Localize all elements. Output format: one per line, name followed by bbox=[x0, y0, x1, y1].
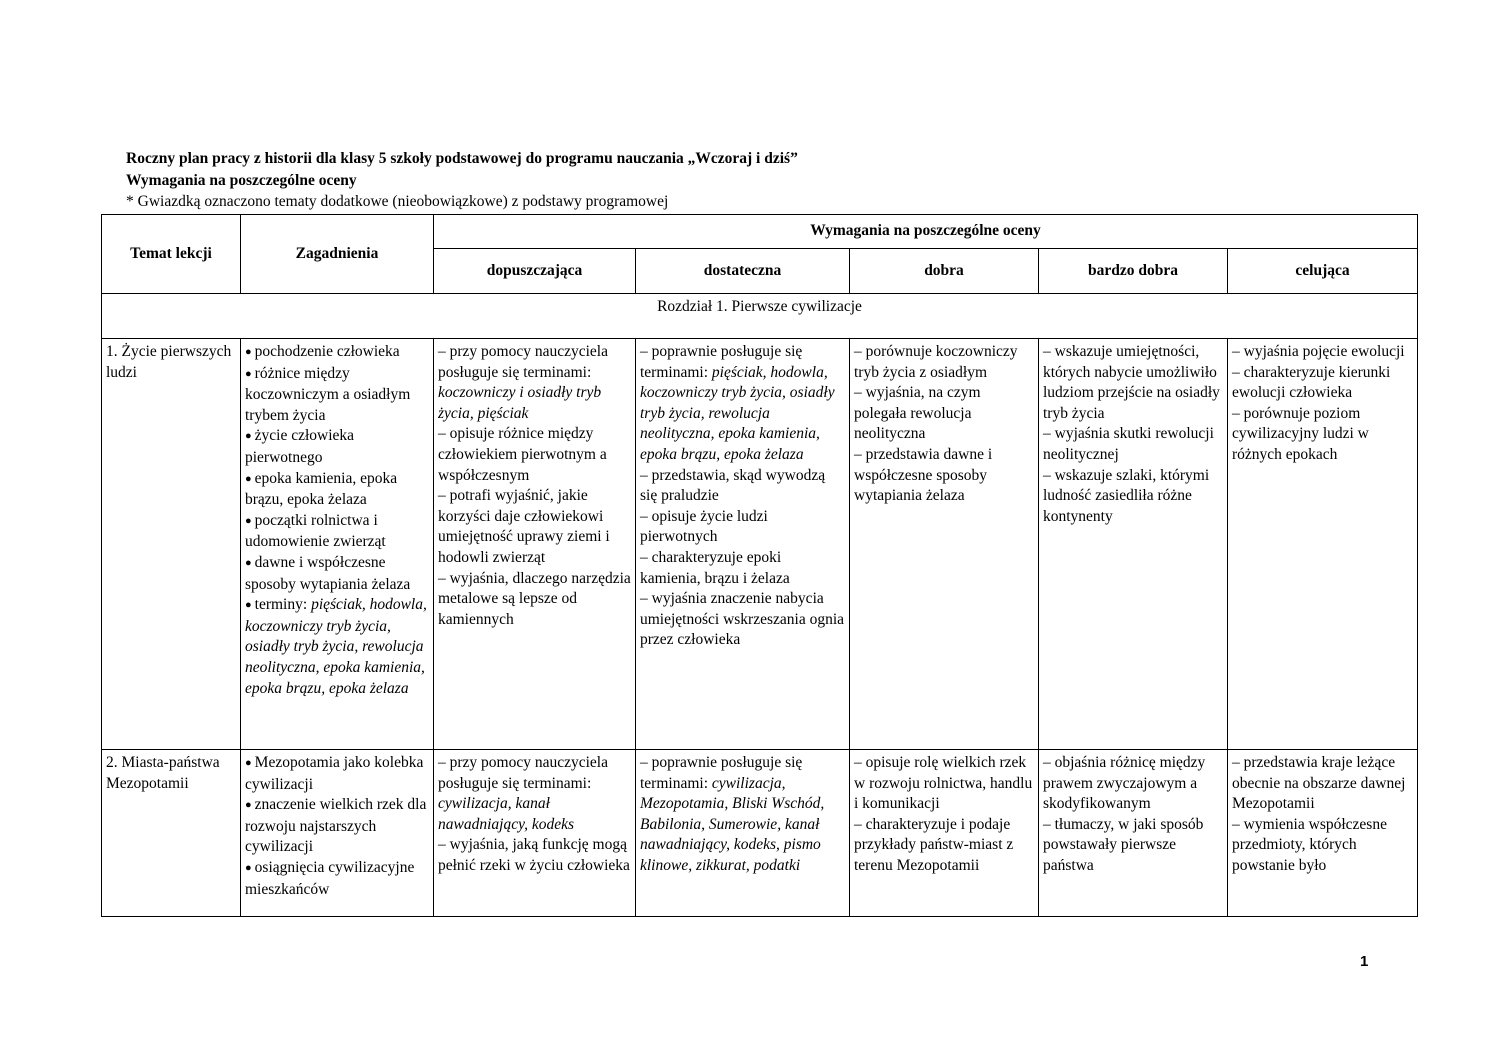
grade-dobra-cell: – porównuje koczowniczy tryb życia z osiadłym – wyjaśnia, na czym polegała rewolucja neolityczna – przedstawia dawne i współczesne sposoby wytapiania żelaza bbox=[850, 339, 1039, 750]
document-note: * Gwiazdką oznaczono tematy dodatkowe (nieobowiązkowe) z podstawy programowej bbox=[126, 193, 669, 210]
issue-item: ● początki rolnictwa i udomowienie zwierząt bbox=[245, 511, 386, 551]
header-temat: Temat lekcji bbox=[102, 215, 241, 294]
bullet-icon: ● bbox=[245, 799, 252, 812]
issues-cell bbox=[241, 339, 434, 750]
header-grade-bardzo-dobra: bardzo dobra bbox=[1039, 249, 1228, 294]
grade-celujaca-cell: – przedstawia kraje leżące obecnie na obszarze dawnej Mezopotamii – wymienia współczesne przedmioty, których powstanie było bbox=[1228, 750, 1418, 917]
grade-dopuszczajaca-cell: – przy pomocy nauczyciela posługuje się terminami: koczowniczy i osiadły tryb życia, pięściak – opisuje różnice między człowiekiem pierwotnym a współczesnym – potrafi wyjaśnić, jakie korzyści daje człowiekowi umiejętność uprawy ziemi i hodowli zwierząt – wyjaśnia, dlaczego narzędzia metalowe są lepsze od kamiennych bbox=[434, 339, 636, 750]
issue-item: ● terminy: pięściak, hodowla, koczowniczy tryb życia, osiadły tryb życia, rewolucja neolityczna, epoka kamienia, epoka brązu, epoka żelaza bbox=[245, 596, 427, 697]
lesson-topic: 1. Życie pierwszych ludzi bbox=[102, 339, 241, 750]
bullet-icon: ● bbox=[245, 430, 252, 443]
table-row bbox=[102, 339, 1418, 750]
chapter-heading: Rozdział 1. Pierwsze cywilizacje bbox=[102, 294, 1418, 339]
issue-item: ● pochodzenie człowieka bbox=[245, 343, 400, 360]
grade-dostateczna-cell: – poprawnie posługuje się terminami: pięściak, hodowla, koczowniczy tryb życia, osiadły tryb życia, rewolucja neolityczna, epoka kamienia, epoka brązu, epoka żelaza – przedstawia, skąd wywodzą się praludzie – opisuje życie ludzi pierwotnych – charakteryzuje epoki kamienia, brązu i żelaza – wyjaśnia znaczenie nabycia umiejętności wskrzeszania ognia przez człowieka bbox=[636, 339, 850, 750]
issue-item: ● dawne i współczesne sposoby wytapiania żelaza bbox=[245, 553, 411, 593]
header-grade-dobra: dobra bbox=[850, 249, 1039, 294]
issue-item: ● znaczenie wielkich rzek dla rozwoju najstarszych cywilizacji bbox=[245, 796, 427, 856]
document-subtitle: Wymagania na poszczególne oceny bbox=[126, 171, 357, 189]
bullet-icon: ● bbox=[245, 367, 252, 380]
issue-item: ● życie człowieka pierwotnego bbox=[245, 427, 355, 466]
bullet-icon: ● bbox=[245, 757, 252, 769]
grade-celujaca-cell: – wyjaśnia pojęcie ewolucji – charakteryzuje kierunki ewolucji człowieka – porównuje poziom cywilizacyjny ludzi w różnych epokach bbox=[1228, 339, 1418, 750]
issue-item: ● epoka kamienia, epoka brązu, epoka żelaza bbox=[245, 469, 398, 509]
bullet-icon: ● bbox=[245, 346, 252, 358]
bullet-icon: ● bbox=[245, 861, 252, 874]
grade-dobra-cell: – opisuje rolę wielkich rzek w rozwoju rolnictwa, handlu i komunikacji – charakteryzuje i podaje przykłady państw-miast z terenu Mezopotamii bbox=[850, 750, 1039, 917]
issue-item: ● osiągnięcia cywilizacyjne mieszkańców bbox=[245, 858, 415, 898]
bullet-icon: ● bbox=[245, 556, 252, 569]
table-row bbox=[102, 750, 1418, 917]
header-grade-dostateczna: dostateczna bbox=[636, 249, 850, 294]
grade-dostateczna-cell: – poprawnie posługuje się terminami: cywilizacja, Mezopotamia, Bliski Wschód, Babilonia, Sumerowie, kanał nawadniający, kodeks, pismo klinowe, zikkurat, podatki bbox=[636, 750, 850, 917]
grade-bardzo-dobra-cell: – objaśnia różnicę między prawem zwyczajowym a skodyfikowanym – tłumaczy, w jaki sposób powstawały pierwsze państwa bbox=[1039, 750, 1228, 917]
issue-item: ● Mezopotamia jako kolebka cywilizacji bbox=[245, 754, 424, 793]
header-zagadnienia: Zagadnienia bbox=[241, 215, 434, 294]
document-header bbox=[126, 148, 798, 213]
bullet-icon: ● bbox=[245, 472, 252, 485]
header-grade-celujaca: celująca bbox=[1228, 249, 1418, 294]
grade-bardzo-dobra-cell: – wskazuje umiejętności, których nabycie umożliwiło ludziom przejście na osiadły tryb życia – wyjaśnia skutki rewolucji neolitycznej – wskazuje szlaki, którymi ludność zasiedliła różne kontynenty bbox=[1039, 339, 1228, 750]
bullet-icon: ● bbox=[245, 514, 252, 527]
document-title: Roczny plan pracy z historii dla klasy 5 szkoły podstawowej do programu nauczania „Wczoraj i dziś” bbox=[126, 150, 798, 167]
header-grade-dopuszczajaca: dopuszczająca bbox=[434, 249, 636, 294]
header-wymagania: Wymagania na poszczególne oceny bbox=[434, 215, 1418, 249]
issue-item: ● różnice między koczowniczym a osiadłym trybem życia bbox=[245, 364, 411, 424]
issues-cell bbox=[241, 750, 434, 917]
grade-dopuszczajaca-cell: – przy pomocy nauczyciela posługuje się terminami: cywilizacja, kanał nawadniający, kodeks – wyjaśnia, jaką funkcję mogą pełnić rzeki w życiu człowieka bbox=[434, 750, 636, 917]
page-number: 1 bbox=[1360, 953, 1369, 970]
lesson-topic: 2. Miasta-państwa Mezopotamii bbox=[102, 750, 241, 917]
bullet-icon: ● bbox=[245, 599, 252, 612]
requirements-table bbox=[101, 214, 1418, 917]
